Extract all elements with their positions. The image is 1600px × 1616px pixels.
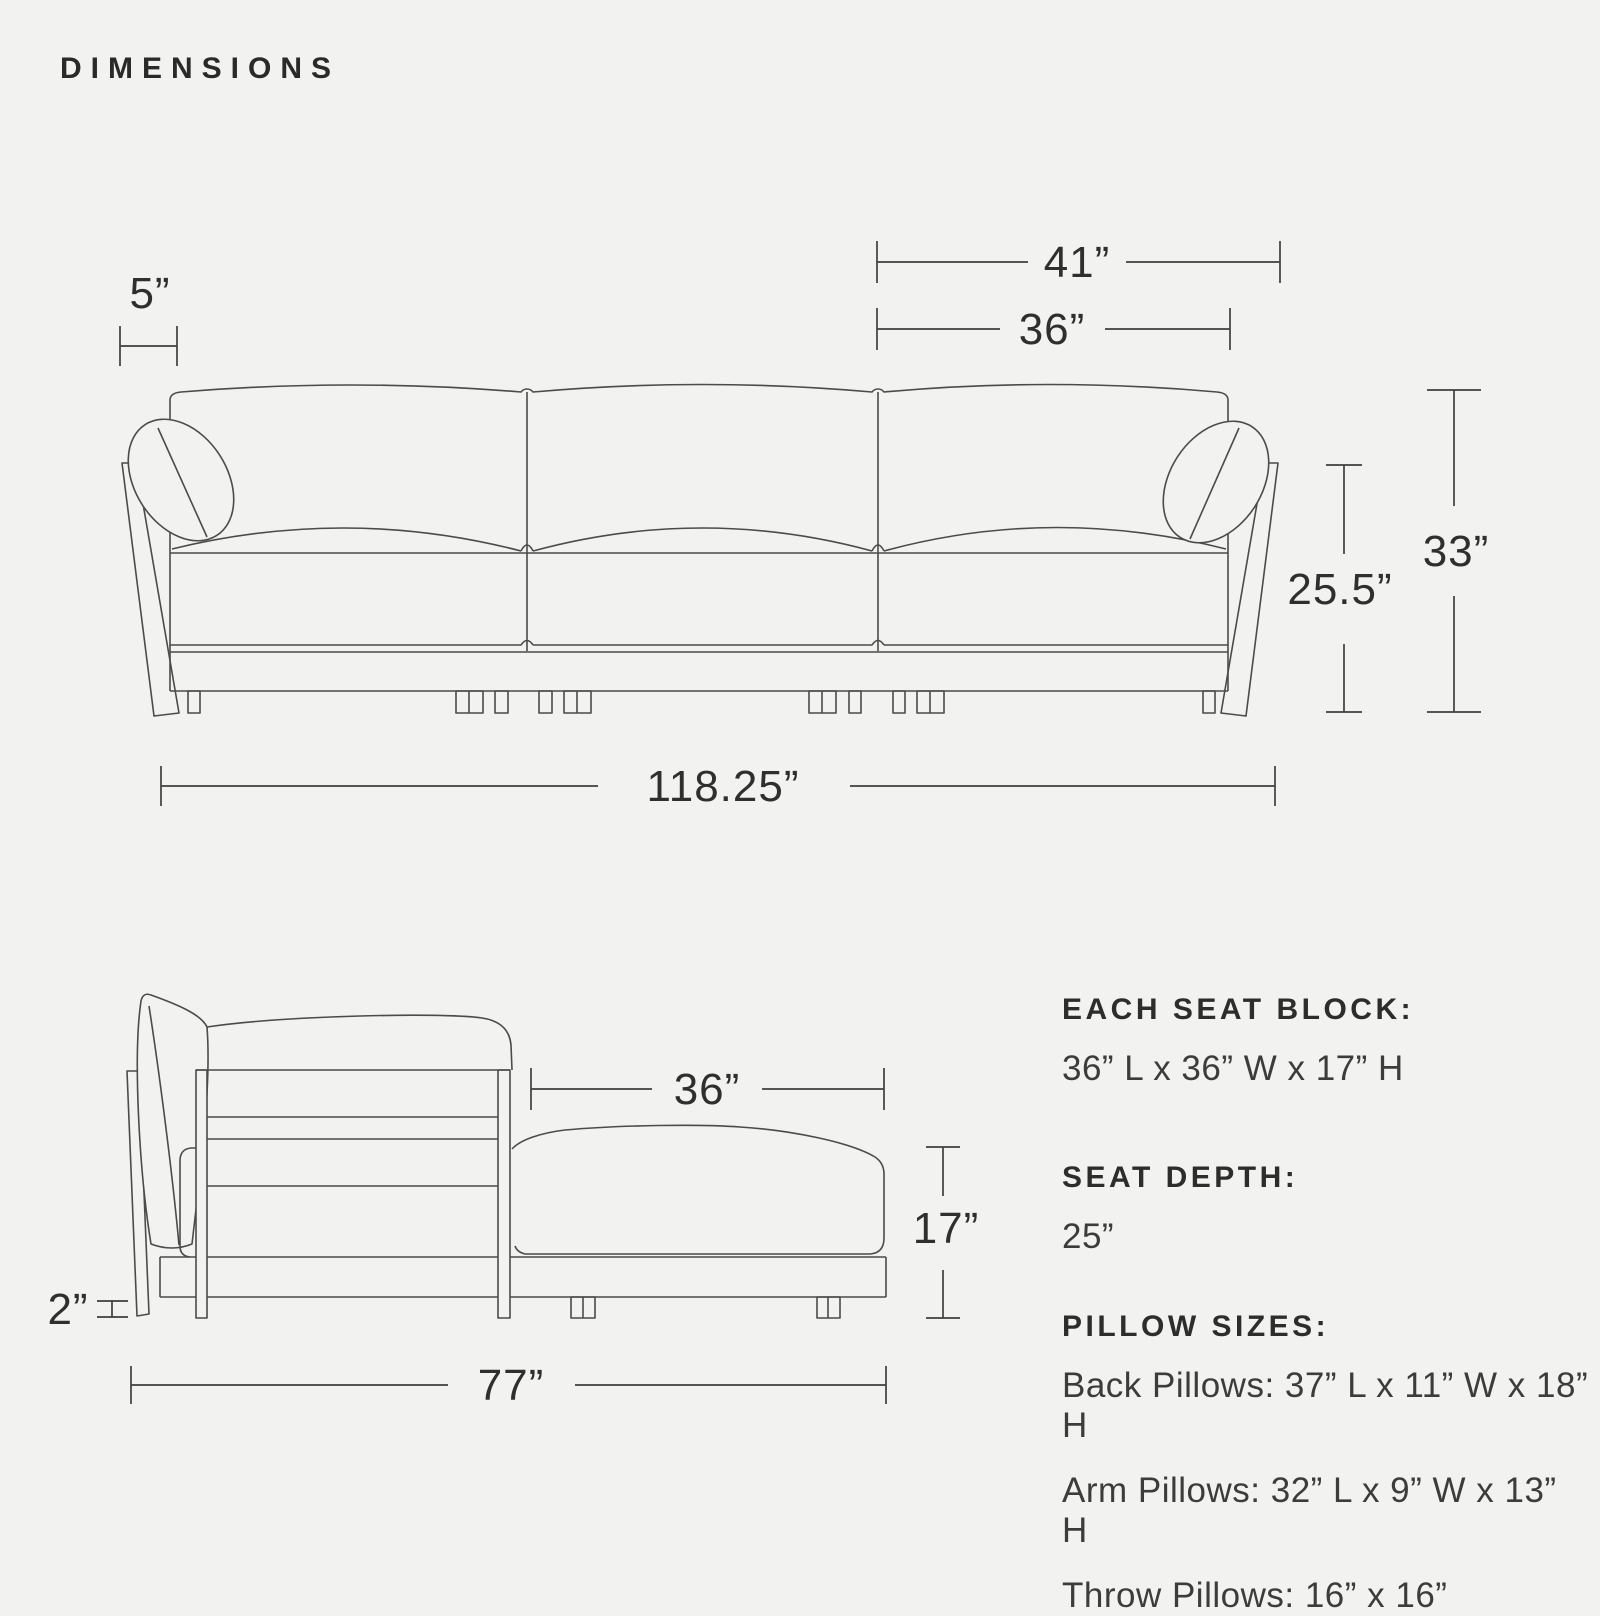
dim-label-leg-height: 2” (47, 1285, 89, 1334)
front-legs (188, 691, 1215, 713)
side-back-cushion-top (207, 1015, 512, 1070)
front-seat-cushion-bottom (170, 641, 1228, 646)
side-base-band (160, 1257, 886, 1297)
dim-label-arm-width: 5” (129, 269, 171, 318)
side-view-drawing (127, 994, 886, 1318)
spec-value-seat-block: 36” L x 36” W x 17” H (1062, 1049, 1404, 1088)
side-frame-rails (196, 1070, 510, 1186)
page-title: DIMENSIONS (60, 52, 341, 85)
spec-value-seat-depth: 25” (1062, 1217, 1115, 1256)
spec-value-back-pillows: Back Pillows: 37” L x 11” W x 18” H (1062, 1366, 1589, 1445)
side-frame-post-left (196, 1070, 207, 1318)
dim-label-overall-height: 33” (1422, 527, 1490, 576)
spec-value-arm-pillows: Arm Pillows: 32” L x 9” W x 13” H (1062, 1471, 1557, 1550)
front-base-band (170, 553, 1228, 691)
dim-label-seat-block-height: 17” (912, 1204, 980, 1253)
dim-label-overall-depth: 77” (477, 1361, 545, 1410)
side-frame-post-right (498, 1070, 510, 1318)
dim-label-overall-width: 118.25” (646, 762, 800, 811)
front-view-drawing (106, 385, 1290, 717)
front-back-cushion-curves (172, 527, 1226, 551)
front-view-dimensions (120, 238, 1489, 811)
spec-value-throw-pillows: Throw Pillows: 16” x 16” (1062, 1576, 1448, 1615)
spec-heading-seat-block: EACH SEAT BLOCK: (1062, 993, 1415, 1026)
side-chaise-cushion (512, 1125, 884, 1254)
side-frame (196, 1070, 510, 1318)
side-legs (571, 1297, 840, 1318)
dim-label-seat-width: 36” (1018, 305, 1086, 354)
dim-line-arm-width (120, 326, 177, 366)
spec-text-block (1062, 993, 1592, 1616)
dim-line-leg-height (97, 1301, 128, 1317)
dim-label-back-seat-width: 41” (1043, 238, 1111, 287)
spec-heading-pillow-sizes: PILLOW SIZES: (1062, 1310, 1330, 1343)
dim-label-back-height: 25.5” (1287, 565, 1393, 614)
dim-label-seat-length: 36” (673, 1065, 741, 1114)
spec-heading-seat-depth: SEAT DEPTH: (1062, 1161, 1299, 1194)
